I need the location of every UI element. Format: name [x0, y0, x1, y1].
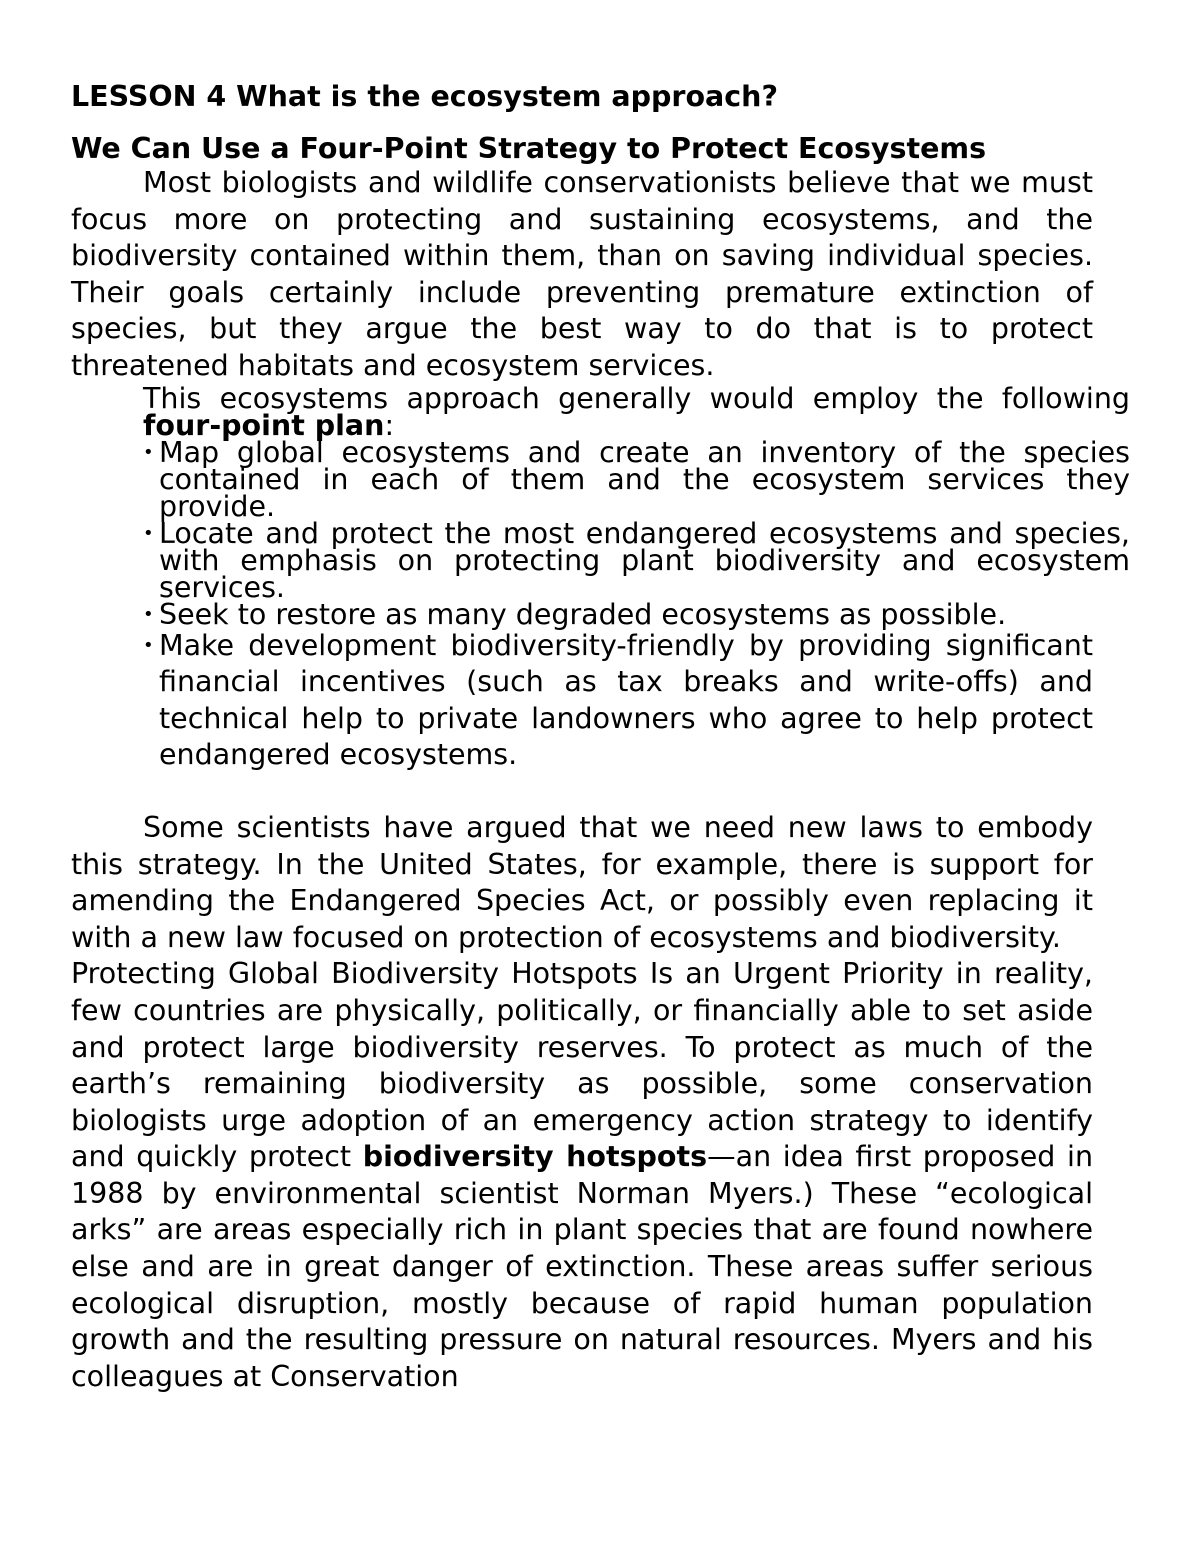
plan-item-map: • Map global ecosystems and create an inventory of the species contained in each of them and the ecosystem services they provide. — [143, 439, 1130, 520]
plan-list — [143, 435, 1130, 774]
hotspots-text-1: Protecting Global Biodiversity Hotspots Is an Urgent Priority in reality, few countries are physically, politically, or financially able to set aside and protect large biodiversity reserves. To protect as much of the earth’s remaining biodiversity as possible, some conservation biologists urge adoption of an emergency action strategy to identify and quickly protect — [71, 957, 1093, 1174]
plan-item-protect: • Locate and protect the most endangered ecosystems and species, with emphasis on protecting plant biodiversity and ecosystem services. — [143, 520, 1130, 601]
plan-intro-bold: four-point plan — [143, 408, 385, 442]
paragraph-hotspots — [71, 956, 1093, 1395]
paragraph-ecosystem-focus: Most biologists and wildlife conservationists believe that we must focus more on protecting and sustaining ecosystems, and the biodiversity contained within them, than on saving individual species. Their goals certainly include preventing premature extinction of species, but they argue the best way to do that is to protect threatened habitats and ecosystem services. — [71, 166, 1093, 382]
plan-intro — [143, 381, 1130, 442]
plan-section — [143, 381, 1130, 774]
hotspots-text-2: —an idea first proposed in 1988 by environmental scientist Norman Myers.) These “ecological arks” are areas especially rich in plant species that are found nowhere else and are in great danger of extinction. These areas suffer serious ecological disruption, mostly because of rapid human population growth and the resulting pressure on natural resources. Myers and his colleagues at Conservation — [71, 1140, 1094, 1393]
hotspots-bold-term: biodiversity hotspots — [362, 1140, 708, 1174]
document-page — [71, 78, 1130, 1395]
section-heading: We Can Use a Four-Point Strategy to Protect Ecosystems — [71, 132, 987, 165]
plan-intro-text: This ecosystems approach generally would employ the following — [143, 381, 1130, 415]
plan-item-restore: • Seek to restore as many degraded ecosystems as possible. — [143, 601, 1130, 628]
paragraph-new-laws: Some scientists have argued that we need new laws to embody this strategy. In the United States, for example, there is support for amending the Endangered Species Act, or possibly even replacing it with a new law focused on protection of ecosystems and biodiversity. — [71, 810, 1093, 954]
plan-intro-colon: : — [384, 408, 395, 442]
plan-item-incentives: • Make development biodiversity-friendly by providing significant financial incentives (such as tax breaks and write-offs) and technical help to private landowners who agree to help protect endangered ecosystems. — [143, 628, 1093, 774]
paragraph-spacer — [71, 774, 1093, 810]
lesson-title: LESSON 4 What is the ecosystem approach? — [71, 80, 778, 113]
